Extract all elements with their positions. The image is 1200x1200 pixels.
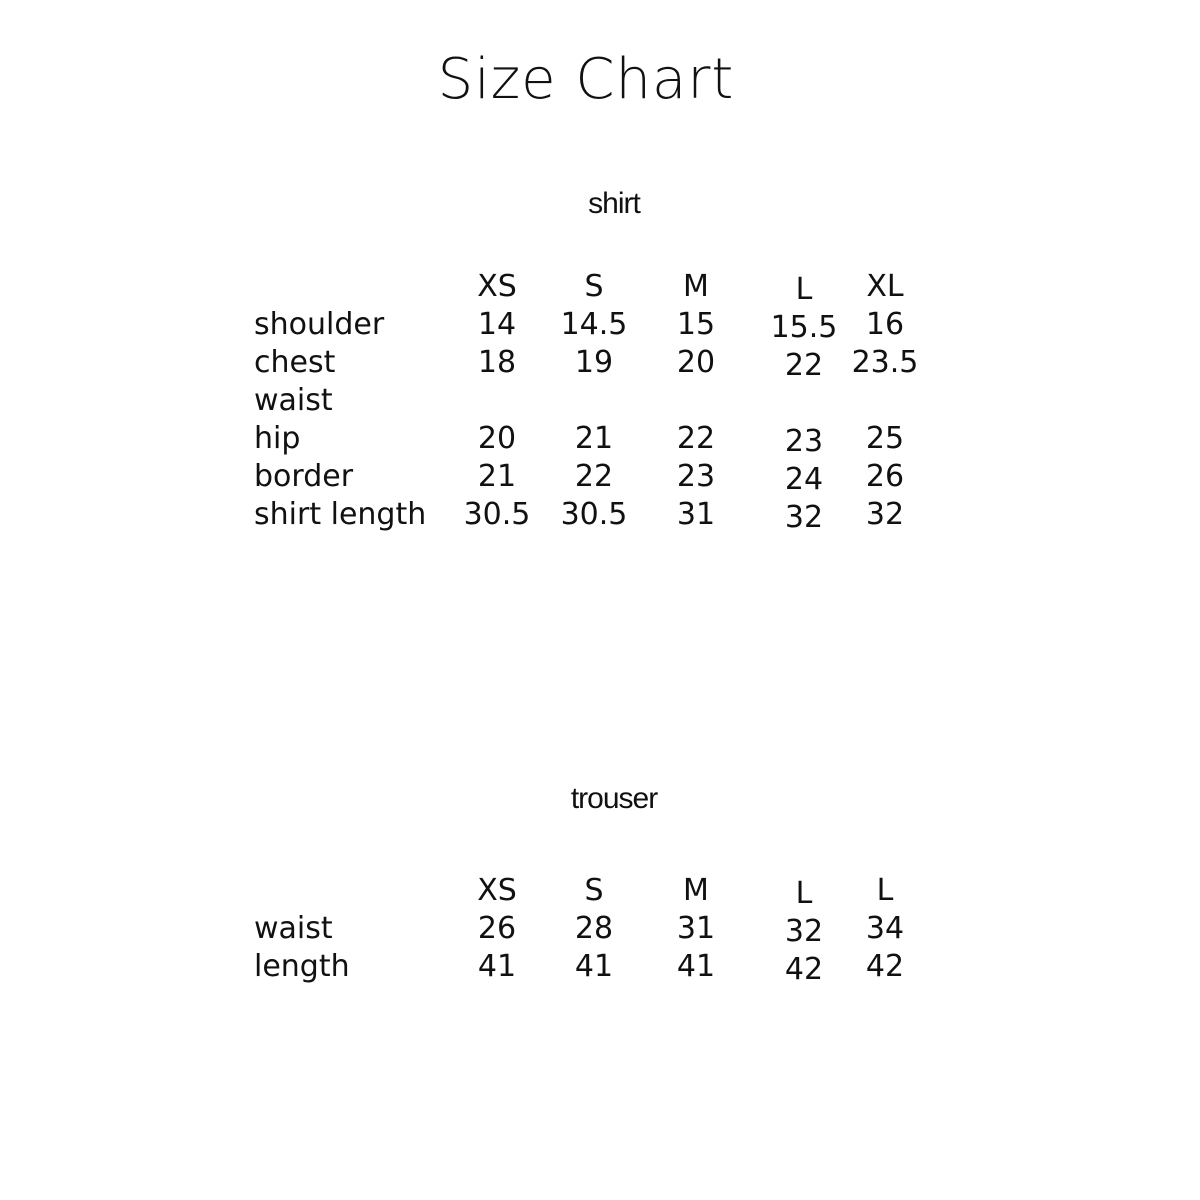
size-value: 41 <box>477 949 517 984</box>
size-value: 30.5 <box>463 497 531 532</box>
size-value: 34 <box>865 911 905 946</box>
size-value: 31 <box>676 497 716 532</box>
size-value: 14.5 <box>560 307 628 342</box>
size-value: 22 <box>676 421 716 456</box>
size-value: 32 <box>865 497 905 532</box>
size-value: 14 <box>477 307 517 342</box>
trouser-section-title: trouser <box>570 782 658 815</box>
size-value: 26 <box>865 459 905 494</box>
shirt-section-title: shirt <box>588 187 640 220</box>
row-label: border <box>254 459 354 494</box>
size-value: 41 <box>676 949 716 984</box>
size-value: 28 <box>574 911 614 946</box>
shirt-col-header: XS <box>477 269 517 304</box>
row-label: shirt length <box>254 497 427 532</box>
size-value: 23 <box>676 459 716 494</box>
size-value: 31 <box>676 911 716 946</box>
size-value: 25 <box>865 421 905 456</box>
row-label: shoulder <box>254 307 385 342</box>
size-value: 20 <box>676 345 716 380</box>
size-value: 15 <box>676 307 716 342</box>
shirt-col-header: S <box>584 269 604 304</box>
size-value: 41 <box>574 949 614 984</box>
size-value: 26 <box>477 911 517 946</box>
size-value: 42 <box>784 952 824 987</box>
size-value: 32 <box>784 914 824 949</box>
trouser-col-header: M <box>683 873 709 908</box>
row-label: length <box>254 949 350 984</box>
size-value: 20 <box>477 421 517 456</box>
size-value: 18 <box>477 345 517 380</box>
size-value: 23 <box>784 424 824 459</box>
trouser-col-header: L <box>876 873 894 908</box>
page-title: Size Chart <box>437 47 735 112</box>
row-label: hip <box>254 421 301 456</box>
size-value: 19 <box>574 345 614 380</box>
trouser-col-header: S <box>584 873 604 908</box>
size-value: 32 <box>784 500 824 535</box>
size-value: 24 <box>784 462 824 497</box>
size-value: 30.5 <box>560 497 628 532</box>
trouser-col-header: XS <box>477 873 517 908</box>
size-value: 23.5 <box>851 345 919 380</box>
size-value: 22 <box>784 348 824 383</box>
size-value: 15.5 <box>770 310 838 345</box>
size-value: 16 <box>865 307 905 342</box>
row-label: chest <box>254 345 336 380</box>
size-value: 21 <box>477 459 517 494</box>
size-value: 21 <box>574 421 614 456</box>
shirt-col-header: XL <box>866 269 904 304</box>
shirt-col-header: M <box>683 269 709 304</box>
row-label: waist <box>254 383 333 418</box>
size-value: 22 <box>574 459 614 494</box>
trouser-col-header: L <box>795 876 813 911</box>
size-value: 42 <box>865 949 905 984</box>
row-label: waist <box>254 911 333 946</box>
shirt-col-header: L <box>795 272 813 307</box>
